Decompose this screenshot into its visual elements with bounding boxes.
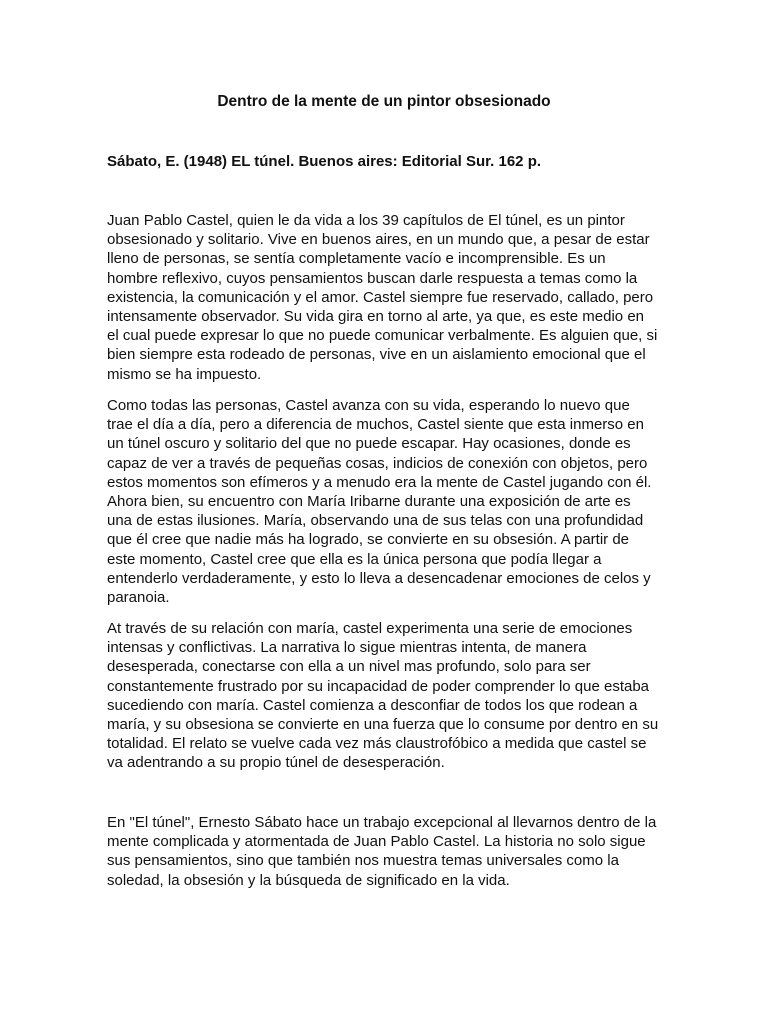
paragraph-line: sucediendo con maría. Castel comienza a desconfiar de todos los que rodean a — [107, 696, 638, 714]
paragraph-line: obsesionado y solitario. Vive en buenos aires, en un mundo que, a pesar de estar — [107, 231, 650, 249]
paragraph-line: mismo se ha impuesto. — [107, 365, 262, 383]
paragraph-line: desesperada, conectarse con ella a un nivel mas profundo, solo para ser — [107, 658, 591, 676]
paragraph-line: intensas y conflictivas. La narrativa lo sigue mientras intenta, de manera — [107, 639, 587, 657]
paragraph-line: En "El túnel", Ernesto Sábato hace un trabajo excepcional al llevarnos dentro de la — [107, 814, 657, 831]
paragraph-line: Juan Pablo Castel, quien le da vida a los 39 capítulos de El túnel, es un pintor — [107, 212, 625, 229]
paragraph-4 — [107, 813, 660, 890]
paragraph-line: el cual puede expresar lo que no puede comunicar verbalmente. Es alguien que, si — [107, 327, 658, 345]
paragraph-line: que él cree que nadie más ha logrado, se convierte en su obsesión. A partir de — [107, 531, 630, 549]
document-title: Dentro de la mente de un pintor obsesionado — [217, 93, 551, 110]
paragraph-line: bien siempre esta rodeado de personas, vive en un aislamiento emocional que el — [107, 346, 646, 364]
paragraph-line: maría, y su obsesiona se convierte en una fuerza que lo consume por dentro en su — [107, 716, 659, 734]
paragraph-line: sus pensamientos, sino que también nos muestra temas universales como la — [107, 852, 619, 870]
paragraph-3 — [107, 619, 660, 773]
paragraph-line: capaz de ver a través de pequeñas cosas, indicios de conexión con objetos, pero — [107, 454, 648, 472]
paragraph-line: hombre reflexivo, cuyos pensamientos buscan darle respuesta a temas como la — [107, 269, 638, 287]
bibliographic-reference: Sábato, E. (1948) EL túnel. Buenos aires: Editorial Sur. 162 p. — [107, 153, 542, 170]
paragraph-line: At través de su relación con maría, castel experimenta una serie de emociones — [107, 620, 633, 637]
paragraph-line: una de estas ilusiones. María, observando una de sus telas con una profundidad — [107, 512, 644, 530]
paragraph-line: constantemente frustrado por su incapacidad de poder comprender lo que estaba — [107, 677, 650, 695]
paragraph-line: intensamente observador. Su vida gira en torno al arte, ya que, es este medio en — [107, 308, 644, 326]
paragraph-line: Como todas las personas, Castel avanza con su vida, esperando lo nuevo que — [107, 397, 630, 414]
paragraph-line: soledad, la obsesión y la búsqueda de significado en la vida. — [107, 871, 510, 889]
paragraph-line: entenderlo verdaderamente, y esto lo lleva a desencadenar emociones de celos y — [107, 569, 651, 587]
paragraph-line: trae el día a día, pero a diferencia de muchos, Castel siente que esta inmerso en — [107, 416, 644, 434]
paragraph-line: Ahora bien, su encuentro con María Iribarne durante una exposición de arte es — [107, 493, 631, 511]
paragraph-line: estos momentos son efímeros y a menudo era la mente de Castel jugando con él. — [107, 473, 652, 491]
paragraph-1 — [107, 211, 660, 384]
paragraph-line: este momento, Castel cree que ella es la única persona que podía llegar a — [107, 550, 602, 568]
paragraph-line: lleno de personas, se sentía completamente vacío e incomprensible. Es un — [107, 250, 606, 268]
paragraph-line: va adentrando a su propio túnel de desesperación. — [107, 754, 445, 772]
paragraph-line: mente complicada y atormentada de Juan Pablo Castel. La historia no solo sigue — [107, 833, 646, 851]
paragraph-line: existencia, la comunicación y el amor. Castel siempre fue reservado, callado, pero — [107, 288, 654, 306]
paragraph-line: un túnel oscuro y solitario del que no puede escapar. Hay ocasiones, donde es — [107, 435, 631, 453]
paragraph-line: totalidad. El relato se vuelve cada vez más claustrofóbico a medida que castel se — [107, 735, 647, 753]
paragraph-line: paranoia. — [107, 589, 170, 607]
paragraph-2 — [107, 396, 660, 607]
